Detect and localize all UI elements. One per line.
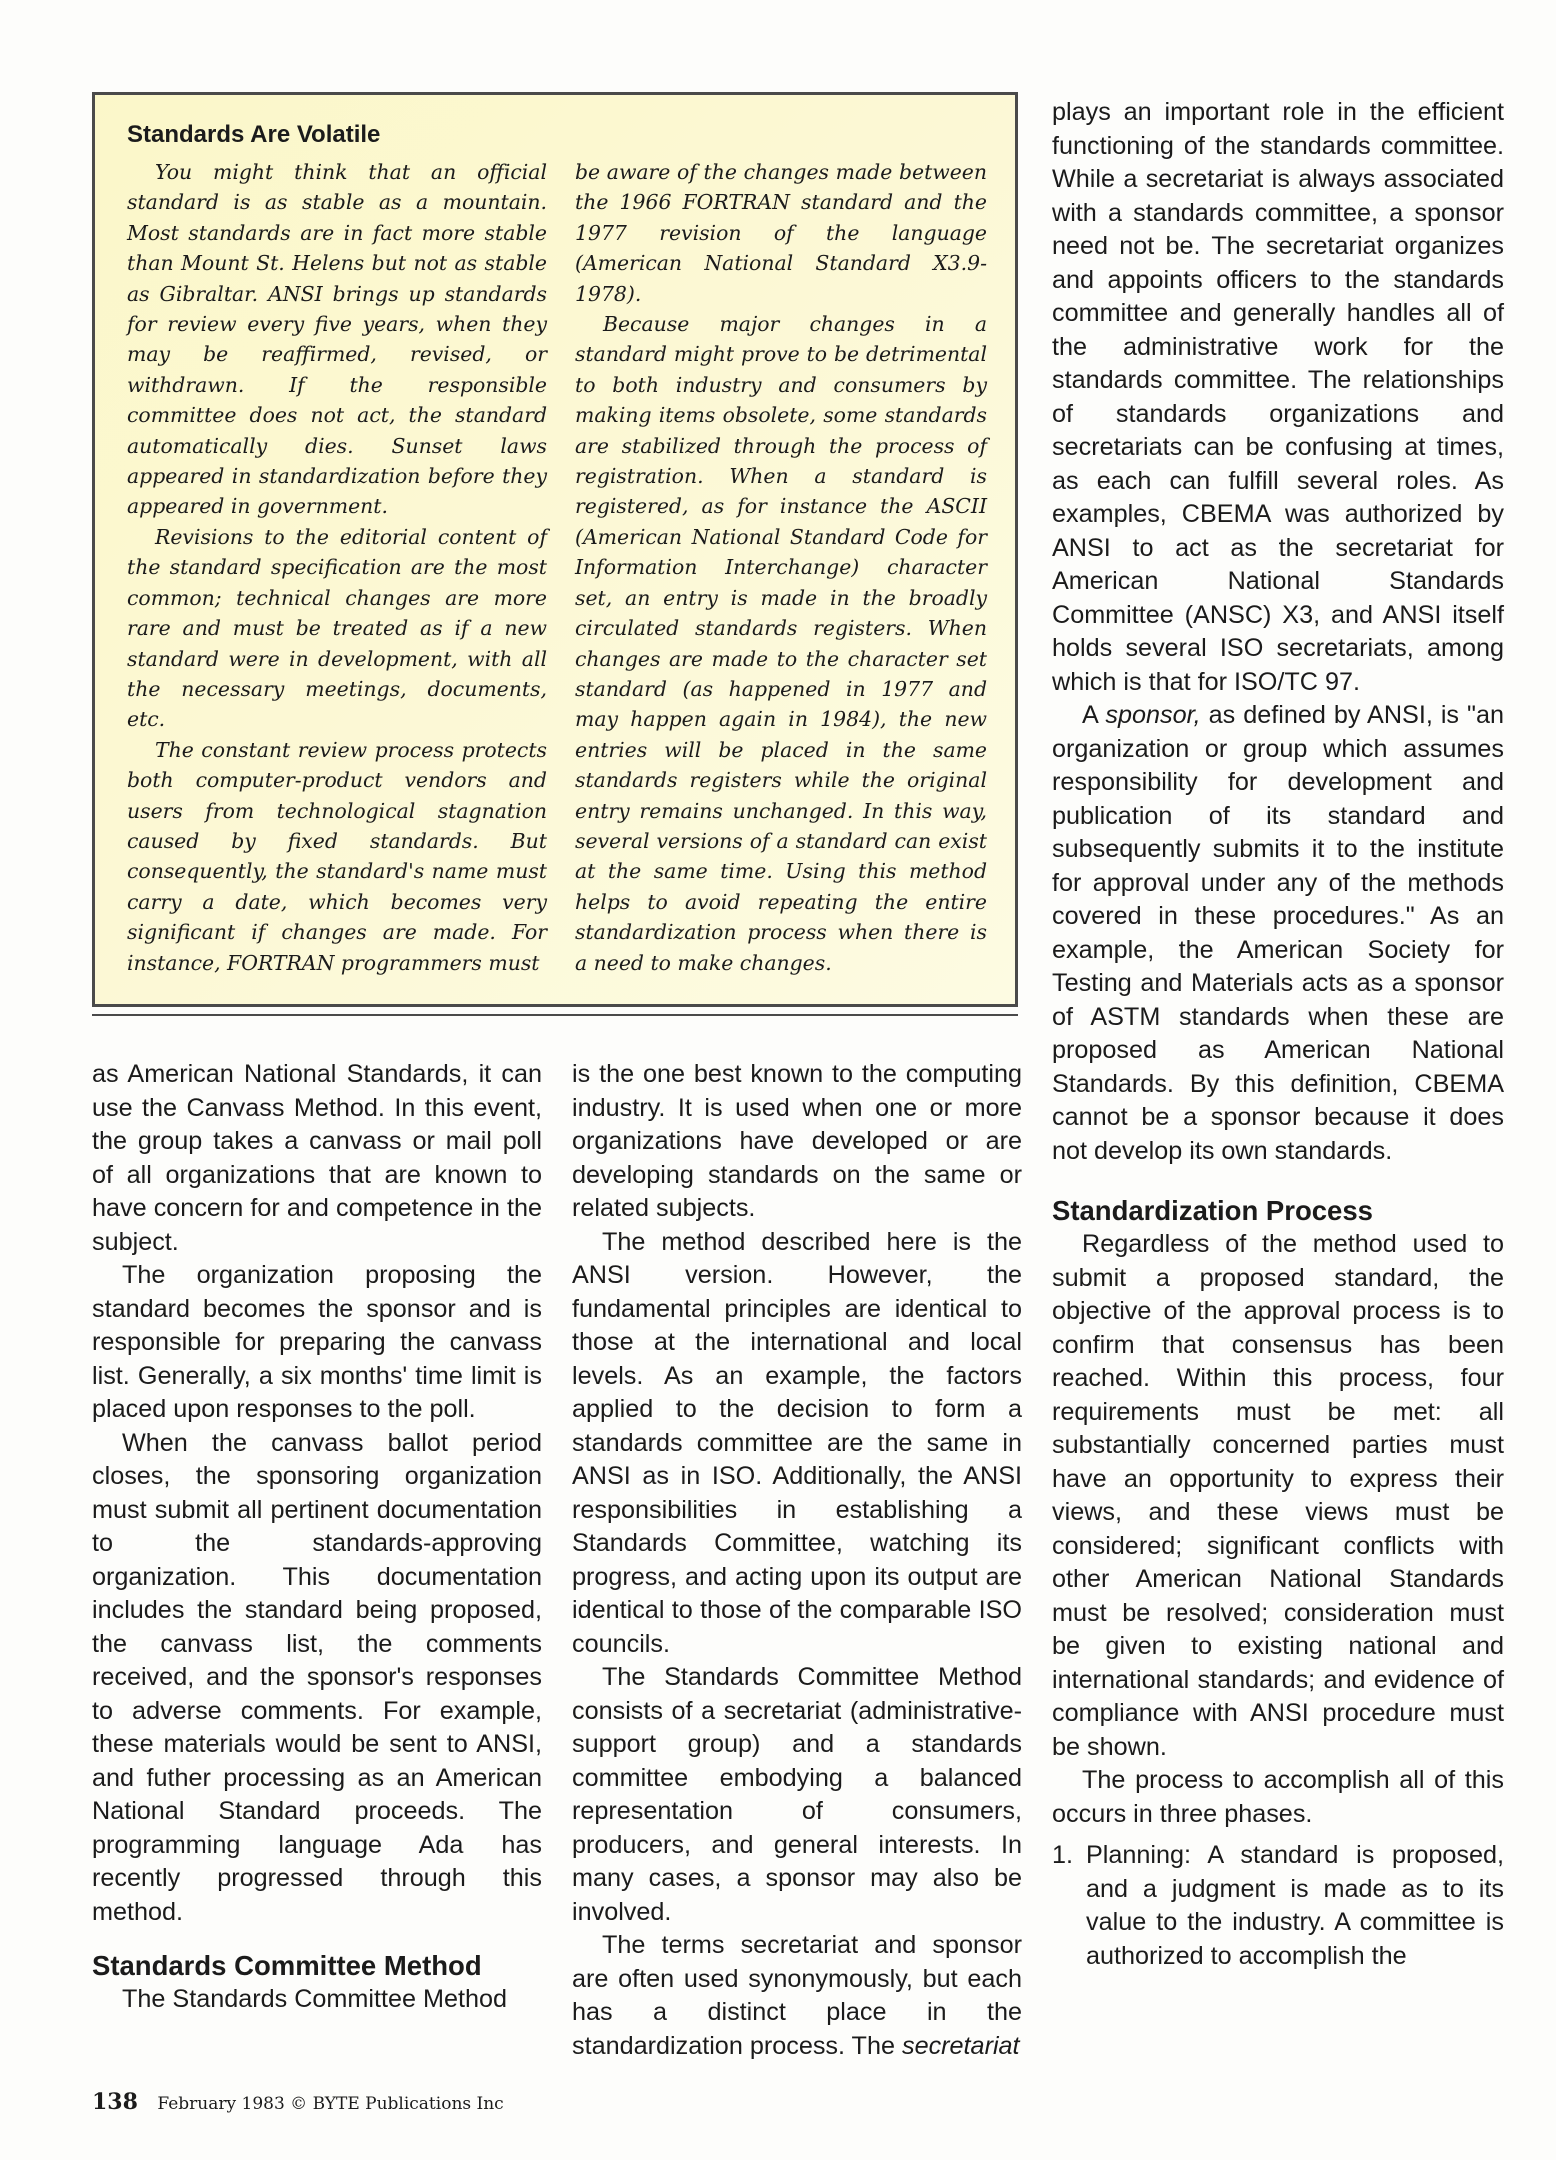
sidebar-paragraph: You might think that an official standard is as stable as a mountain. Most standards are in fact more stable than Mount St. Helens but not as stable as Gibraltar. ANSI brings up standards for review every five years, when they may be reaffirmed, revised, or withdrawn. If the responsible committee does not act, the standard automatically dies. Sunset laws appeared in standardization before they appeared in government.: [127, 160, 547, 519]
body-paragraph: The Standards Committee Method consists of a secretariat (administrative-support group) and a standards committee embodying a balanced representation of consumers, producers, and general interests. In many cases, a sponsor may also be involved.: [572, 1663, 1022, 1926]
body-paragraph: [1052, 699, 1504, 1168]
sidebar-right-column: [575, 157, 987, 978]
column-3: [1052, 96, 1504, 1973]
list-number: 1.: [1052, 1841, 1074, 1869]
body-paragraph: The method described here is the ANSI version. However, the fundamental principles are identical to those at the international and local levels. As an example, the factors applied to the decision to form a standards committee are the same in ANSI as in ISO. Additionally, the ANSI responsibilities in establishing a Standards Committee, watching its progress, and acting upon its output are identical to those of the comparable ISO councils.: [572, 1227, 1022, 1658]
body-paragraph: as American National Standards, it can use the Canvass Method. In this event, the group takes a canvass or mail poll of all organizations that are known to have concern for and competence in the subject.: [92, 1060, 542, 1256]
emphasis-text: secretariat: [901, 2031, 1020, 2060]
page-footer: [92, 2089, 504, 2115]
page-number: 138: [92, 2089, 138, 2115]
text-run: A: [1082, 701, 1106, 729]
text-run: as defined by ANSI, is "an organization or group which assumes responsibility for development and publication of its standard and subsequently submits it to the institute for approval under any of the methods covered in these procedures." As an example, the American Society for Testing and Materials acts as a sponsor of ASTM standards when these are proposed as American National Standards. By this definition, CBEMA cannot be a sponsor because it does not develop its own standards.: [1052, 701, 1504, 1165]
text-run: The terms secretariat and sponsor are often used synonymously, but each has a distinct place in the standardization process. The: [572, 1931, 1022, 2060]
sidebar-title: Standards Are Volatile: [127, 121, 381, 148]
numbered-list: [1052, 1839, 1504, 1973]
sidebar-paragraph: The constant review process protects both computer-product vendors and users from technological stagnation caused by fixed standards. But consequently, the standard's name must carry a date, which becomes very significant if changes are made. For instance, FORTRAN programmers must: [127, 737, 547, 975]
sidebar-left-column: [127, 157, 547, 978]
list-text: Planning: A standard is proposed, and a judgment is made as to its value to the industry. A committee is authorized to accomplish the: [1086, 1841, 1504, 1970]
sidebar-paragraph: Revisions to the editorial content of the standard specification are the most common; technical changes are more rare and must be treated as if a new standard were in development, with all the necessary meetings, documents, etc.: [127, 524, 547, 732]
body-paragraph: The organization proposing the standard becomes the sponsor and is responsible for preparing the canvass list. Generally, a six months' time limit is placed upon responses to the poll.: [92, 1261, 542, 1423]
emphasis-text: sponsor,: [1105, 701, 1201, 729]
column-1: [92, 1058, 542, 2017]
column-2: [572, 1058, 1022, 2063]
body-paragraph: The process to accomplish all of this occurs in three phases.: [1052, 1766, 1504, 1828]
section-heading: Standardization Process: [1052, 1195, 1373, 1226]
body-paragraph: is the one best known to the computing industry. It is used when one or more organizations have developed or are developing standards on the same or related subjects.: [572, 1060, 1022, 1222]
sidebar-paragraph: be aware of the changes made between the 1966 FORTRAN standard and the 1977 revision of the language (American National Standard X3.9-1978).: [575, 160, 987, 306]
sidebar-bottom-rule: [92, 1014, 1018, 1016]
footer-credit: February 1983 © BYTE Publications Inc: [157, 2094, 504, 2114]
section-heading: Standards Committee Method: [92, 1950, 482, 1981]
body-paragraph: [572, 1929, 1022, 2063]
body-paragraph: plays an important role in the efficient functioning of the standards committee. While a secretariat is always associated with a standards committee, a sponsor need not be. The secretariat organizes and appoints officers to the standards committee and generally handles all of the administrative work for the standards committee. The relationships of standards organizations and secretariats can be confusing at times, as each can fulfill several roles. As examples, CBEMA was authorized by ANSI to act as the secretariat for American National Standards Committee (ANSC) X3, and ANSI itself holds several ISO secretariats, among which is that for ISO/TC 97.: [1052, 98, 1504, 696]
body-paragraph: When the canvass ballot period closes, the sponsoring organization must submit all pertinent documentation to the standards-approving organization. This documentation includes the standard being proposed, the canvass list, the comments received, and the sponsor's responses to adverse comments. For example, these materials would be sent to ANSI, and futher processing as an American National Standard proceeds. The programming language Ada has recently progressed through this method.: [92, 1428, 542, 1926]
sidebar-box: [92, 92, 1018, 1007]
body-paragraph: The Standards Committee Method: [122, 1985, 507, 2013]
sidebar-paragraph: Because major changes in a standard might prove to be detrimental to both industry and consumers by making items obsolete, some standards are stabilized through the process of registration. When a standard is registered, as for instance the ASCII (American National Standard Code for Information Interchange) character set, an entry is made in the broadly circulated standards registers. When changes are made to the character set standard (as happened in 1977 and may happen again in 1984), the new entries will be placed in the same standards registers while the original entry remains unchanged. In this way, several versions of a standard can exist at the same time. Using this method helps to avoid repeating the entire standardization process when there is a need to make changes.: [575, 312, 987, 975]
body-paragraph: Regardless of the method used to submit a proposed standard, the objective of the approval process is to confirm that consensus has been reached. Within this process, four requirements must be met: all substantially concerned parties must have an opportunity to express their views, and these views must be considered; significant conflicts with other American National Standards must be resolved; consideration must be given to existing national and international standards; and evidence of compliance with ANSI procedure must be shown.: [1052, 1230, 1504, 1761]
list-item: [1052, 1839, 1504, 1973]
